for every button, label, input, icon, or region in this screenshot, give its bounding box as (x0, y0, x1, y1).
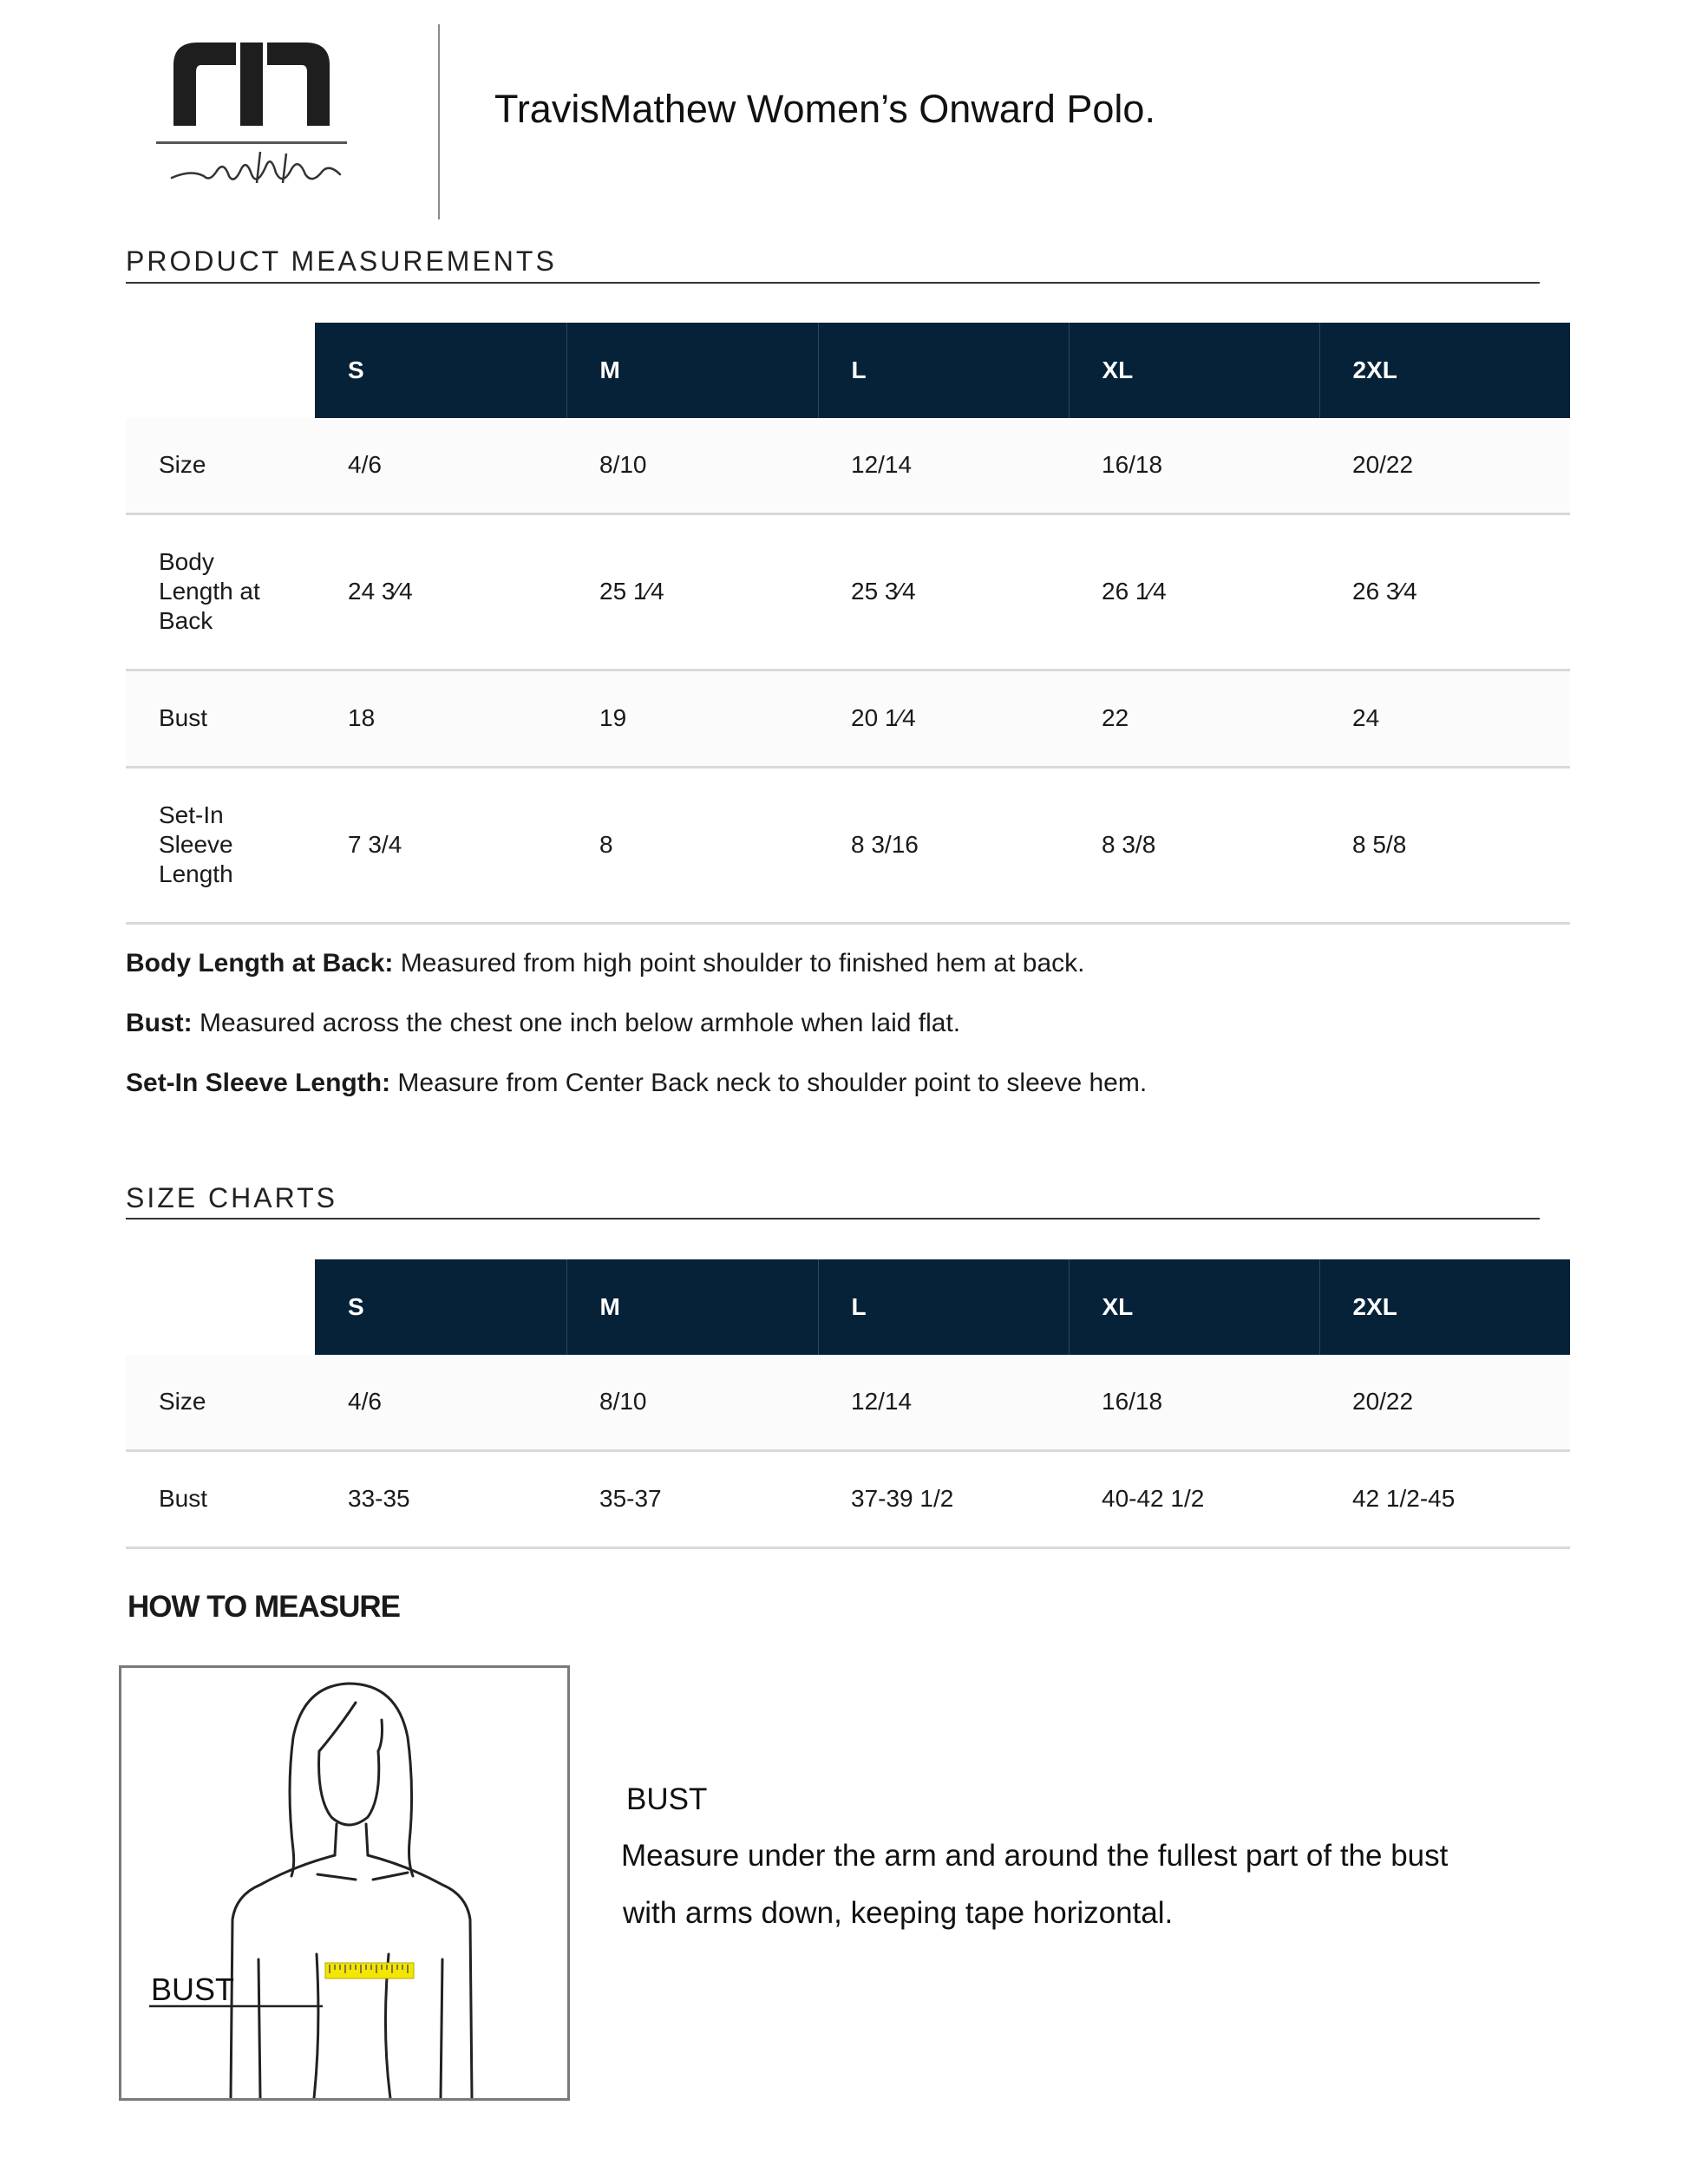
table-cell: 24 3⁄4 (315, 513, 566, 670)
table-cell: 25 3⁄4 (818, 513, 1069, 670)
table-cell: 20/22 (1319, 418, 1570, 513)
table-cell: 12/14 (818, 418, 1069, 513)
row-label-bust: Bust (126, 670, 315, 767)
column-header-xl: XL (1069, 323, 1319, 418)
section-rule (126, 282, 1540, 284)
size-charts-heading: SIZE CHARTS (126, 1182, 337, 1213)
table-cell: 16/18 (1069, 1355, 1319, 1450)
table-cell: 8 3/8 (1069, 767, 1319, 923)
note-bust (126, 1009, 960, 1038)
column-header-2xl: 2XL (1319, 1259, 1570, 1355)
column-header-l: L (818, 1259, 1069, 1355)
table-row (126, 670, 1570, 767)
table-cell: 33-35 (315, 1450, 566, 1547)
column-header-m: M (566, 323, 818, 418)
column-header-2xl: 2XL (1319, 323, 1570, 418)
row-label-body-length (126, 513, 315, 670)
section-rule (126, 1218, 1540, 1220)
table-cell: 8/10 (566, 1355, 818, 1450)
note-body-length (126, 949, 1084, 978)
document-title: TravisMathew Women’s Onward Polo. (494, 87, 1155, 131)
bust-illustration (119, 1665, 570, 2101)
column-header-s: S (315, 323, 566, 418)
table-row (126, 513, 1570, 670)
row-label-line: Set-In (159, 801, 224, 828)
table-cell: 26 3⁄4 (1319, 513, 1570, 670)
row-label-line: Length at (159, 578, 260, 605)
bust-instruction-line: with arms down, keeping tape horizontal. (623, 1896, 1174, 1930)
table-row (126, 767, 1570, 923)
column-header-xl: XL (1069, 1259, 1319, 1355)
table-row (126, 418, 1570, 513)
note-text: Measured across the chest one inch below armhole when laid flat. (192, 1009, 961, 1037)
size-charts-table (126, 1259, 1570, 1549)
table-cell: 20/22 (1319, 1355, 1570, 1450)
note-term: Set-In Sleeve Length: (126, 1069, 391, 1097)
bust-figure-label: BUST (151, 1971, 235, 2007)
woman-figure-illustration (121, 1668, 567, 2098)
brand-logo (156, 39, 347, 204)
note-text: Measured from high point shoulder to finished hem at back. (393, 949, 1085, 978)
table-header-row (126, 323, 1570, 418)
table-cell: 42 1/2-45 (1319, 1450, 1570, 1547)
note-sleeve-length (126, 1069, 1147, 1098)
row-label-line: Back (159, 607, 213, 634)
bust-instruction-line: Measure under the arm and around the fullest part of the bust (621, 1839, 1449, 1873)
table-corner (126, 1259, 315, 1355)
table-cell: 16/18 (1069, 418, 1319, 513)
table-cell: 24 (1319, 670, 1570, 767)
table-cell: 7 3/4 (315, 767, 566, 923)
table-corner (126, 323, 315, 418)
header-divider (438, 24, 440, 219)
note-term: Body Length at Back: (126, 949, 394, 978)
column-header-l: L (818, 323, 1069, 418)
table-cell: 18 (315, 670, 566, 767)
table-cell: 4/6 (315, 1355, 566, 1450)
table-cell: 26 1⁄4 (1069, 513, 1319, 670)
table-cell: 12/14 (818, 1355, 1069, 1450)
row-label-line: Length (159, 860, 233, 887)
column-header-m: M (566, 1259, 818, 1355)
table-cell: 22 (1069, 670, 1319, 767)
row-label-line: Sleeve (159, 831, 233, 858)
table-cell: 8 (566, 767, 818, 923)
column-header-s: S (315, 1259, 566, 1355)
table-row (126, 1450, 1570, 1547)
row-label-size: Size (126, 1355, 315, 1450)
table-cell: 8 3/16 (818, 767, 1069, 923)
table-cell: 37-39 1/2 (818, 1450, 1069, 1547)
table-cell: 40-42 1/2 (1069, 1450, 1319, 1547)
table-row (126, 1355, 1570, 1450)
bust-instruction-title: BUST (626, 1782, 708, 1816)
product-measurements-heading: PRODUCT MEASUREMENTS (126, 245, 557, 277)
table-cell: 8/10 (566, 418, 818, 513)
table-cell: 19 (566, 670, 818, 767)
how-to-measure-heading: HOW TO MEASURE (128, 1590, 400, 1624)
product-measurements-table (126, 323, 1570, 925)
row-label-bust: Bust (126, 1450, 315, 1547)
table-cell: 8 5/8 (1319, 767, 1570, 923)
row-label-line: Body (159, 548, 214, 575)
note-term: Bust: (126, 1009, 193, 1037)
table-cell: 35-37 (566, 1450, 818, 1547)
table-cell: 20 1⁄4 (818, 670, 1069, 767)
note-text: Measure from Center Back neck to shoulder point to sleeve hem. (390, 1069, 1148, 1097)
row-label-sleeve-length (126, 767, 315, 923)
table-cell: 25 1⁄4 (566, 513, 818, 670)
table-header-row (126, 1259, 1570, 1355)
table-cell: 4/6 (315, 418, 566, 513)
row-label-size: Size (126, 418, 315, 513)
